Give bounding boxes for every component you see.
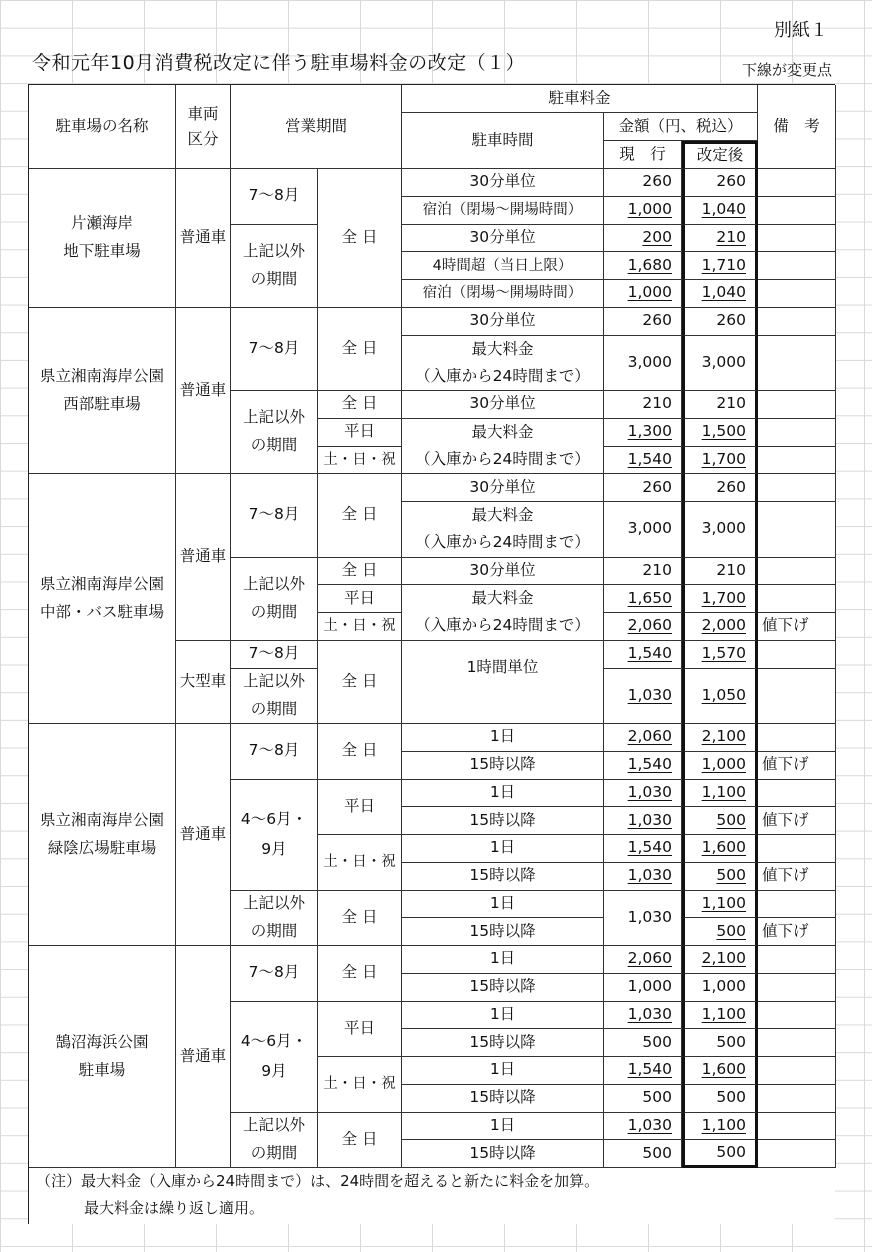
- current-fee: 500: [604, 1085, 682, 1113]
- time-max: 最大料金 （入庫から24時間まで）: [402, 502, 604, 558]
- lot-name-seibu: 県立湘南海岸公園 西部駐車場: [29, 308, 176, 475]
- period-jul-aug: 7〜8月: [231, 946, 318, 1002]
- time-max-top: 最大料金: [402, 585, 604, 613]
- period-other: 上記以外 の期間: [231, 669, 318, 725]
- days-weekend: 土・日・祝: [318, 1057, 402, 1113]
- revised-fee: 1,570: [682, 641, 758, 669]
- current-fee: 1,030: [604, 780, 682, 808]
- period-jul-aug: 7〜8月: [231, 641, 318, 669]
- current-fee: 260: [604, 308, 682, 336]
- current-fee: 1,540: [604, 1057, 682, 1085]
- vehicle-normal: 普通車: [176, 724, 231, 946]
- revised-fee: 3,000: [682, 502, 758, 558]
- header-revised: 改定後: [682, 141, 758, 169]
- lot-name-ryokuin: 県立湘南海岸公園 緑陰広場駐車場: [29, 724, 176, 946]
- time-max-sub: （入庫から24時間まで）: [402, 447, 604, 475]
- revised-fee: 1,600: [682, 1057, 758, 1085]
- current-fee: 1,680: [604, 252, 682, 280]
- time-after15: 15時以降: [402, 1085, 604, 1113]
- remark-cell: [758, 641, 836, 669]
- period-other: 上記以外 の期間: [231, 391, 318, 474]
- time-per30: 30分単位: [402, 474, 604, 502]
- remark-cell: [758, 169, 836, 197]
- days-weekend: 土・日・祝: [318, 447, 402, 475]
- time-day1: 1日: [402, 724, 604, 752]
- time-day1: 1日: [402, 1002, 604, 1030]
- current-fee: 210: [604, 391, 682, 419]
- current-fee: 500: [604, 1029, 682, 1057]
- revised-fee: 1,500: [682, 419, 758, 447]
- footnote-line-2: 最大料金は繰り返し適用。: [84, 1199, 265, 1217]
- revised-fee: 3,000: [682, 336, 758, 392]
- time-day1: 1日: [402, 780, 604, 808]
- vehicle-normal: 普通車: [176, 308, 231, 475]
- current-fee: 1,000: [604, 280, 682, 308]
- remark-cell: [758, 946, 836, 974]
- revised-fee: 1,000: [682, 974, 758, 1002]
- remark-cell: [758, 391, 836, 419]
- revised-fee: 1,040: [682, 280, 758, 308]
- revised-fee: 1,100: [682, 1113, 758, 1141]
- current-fee: 1,540: [604, 835, 682, 863]
- time-max-top: 最大料金: [402, 419, 604, 447]
- remark-cell: [758, 835, 836, 863]
- current-fee: 210: [604, 558, 682, 586]
- period-jul-aug: 7〜8月: [231, 724, 318, 780]
- header-name: 駐車場の名称: [29, 85, 176, 169]
- revised-fee: 210: [682, 558, 758, 586]
- current-fee: 1,300: [604, 419, 682, 447]
- revised-fee: 500: [682, 1140, 758, 1168]
- remark-cell: [758, 1057, 836, 1085]
- attachment-label: 別紙１: [774, 20, 828, 41]
- lot-name-katase: 片瀬海岸 地下駐車場: [29, 169, 176, 308]
- header-period: 営業期間: [231, 85, 402, 169]
- current-fee: 500: [604, 1140, 682, 1168]
- current-fee: 1,000: [604, 197, 682, 225]
- revised-fee: 2,100: [682, 724, 758, 752]
- period-apr-jun-sep: 4〜6月・ 9月: [231, 780, 318, 891]
- days-all: 全 日: [318, 724, 402, 780]
- header-time: 駐車時間: [402, 113, 604, 169]
- current-fee: 1,540: [604, 641, 682, 669]
- remark-down: 値下げ: [758, 863, 836, 891]
- revised-fee: 500: [682, 918, 758, 946]
- remark-cell: [758, 974, 836, 1002]
- days-all: 全 日: [318, 946, 402, 1002]
- revised-fee: 1,100: [682, 1002, 758, 1030]
- current-fee: 1,000: [604, 974, 682, 1002]
- revised-fee: 1,600: [682, 835, 758, 863]
- period-jul-aug: 7〜8月: [231, 169, 318, 225]
- remark-cell: [758, 585, 836, 613]
- current-fee: 1,030: [604, 1113, 682, 1141]
- current-fee: 200: [604, 225, 682, 253]
- header-amount: 金額（円、税込）: [604, 113, 758, 141]
- remark-cell: [758, 669, 836, 725]
- revised-fee: 500: [682, 1085, 758, 1113]
- current-fee: 1,030: [604, 891, 682, 947]
- current-fee: 260: [604, 169, 682, 197]
- revised-fee: 210: [682, 225, 758, 253]
- fee-table: [28, 84, 835, 1224]
- remark-cell: [758, 1002, 836, 1030]
- revised-fee: 1,710: [682, 252, 758, 280]
- revised-fee: 1,100: [682, 780, 758, 808]
- revised-fee: 1,050: [682, 669, 758, 725]
- days-all: 全 日: [318, 641, 402, 724]
- days-weekend: 土・日・祝: [318, 613, 402, 641]
- period-other: 上記以外 の期間: [231, 558, 318, 641]
- current-fee: 1,030: [604, 807, 682, 835]
- lot-name-kugenuma: 鵠沼海浜公園 駐車場: [29, 946, 176, 1168]
- remark-cell: [758, 780, 836, 808]
- remark-down: 値下げ: [758, 752, 836, 780]
- period-jul-aug: 7〜8月: [231, 308, 318, 391]
- header-fee: 駐車料金: [402, 85, 758, 113]
- remark-cell: [758, 1140, 836, 1168]
- time-per30: 30分単位: [402, 169, 604, 197]
- remark-cell: [758, 225, 836, 253]
- time-per1h: 1時間単位: [402, 641, 604, 724]
- revised-fee: 1,100: [682, 891, 758, 919]
- remark-cell: [758, 891, 836, 919]
- time-after15: 15時以降: [402, 974, 604, 1002]
- current-fee: 3,000: [604, 336, 682, 392]
- days-weekday: 平日: [318, 780, 402, 836]
- vehicle-large: 大型車: [176, 641, 231, 724]
- current-fee: 2,060: [604, 946, 682, 974]
- time-overnight: 宿泊（閉場〜開場時間）: [402, 197, 604, 225]
- revised-fee: 210: [682, 391, 758, 419]
- lot-name-chubu: 県立湘南海岸公園 中部・バス駐車場: [29, 474, 176, 724]
- revised-fee: 500: [682, 863, 758, 891]
- remark-cell: [758, 197, 836, 225]
- remark-cell: [758, 252, 836, 280]
- current-fee: 260: [604, 474, 682, 502]
- vehicle-normal: 普通車: [176, 946, 231, 1168]
- time-per30: 30分単位: [402, 391, 604, 419]
- time-after15: 15時以降: [402, 863, 604, 891]
- time-max-sub: （入庫から24時間まで）: [402, 613, 604, 641]
- revised-fee: 1,700: [682, 447, 758, 475]
- revised-fee: 2,000: [682, 613, 758, 641]
- current-fee: 1,540: [604, 447, 682, 475]
- time-after15: 15時以降: [402, 1029, 604, 1057]
- current-fee: 1,650: [604, 585, 682, 613]
- remark-cell: [758, 336, 836, 392]
- remark-down: 値下げ: [758, 613, 836, 641]
- period-apr-jun-sep: 4〜6月・ 9月: [231, 1002, 318, 1113]
- time-day1: 1日: [402, 1057, 604, 1085]
- current-fee: 1,030: [604, 863, 682, 891]
- days-weekday: 平日: [318, 419, 402, 447]
- days-weekday: 平日: [318, 1002, 402, 1058]
- time-after15: 15時以降: [402, 918, 604, 946]
- time-over4h: 4時間超（当日上限）: [402, 252, 604, 280]
- vehicle-normal: 普通車: [176, 474, 231, 641]
- period-other: 上記以外 の期間: [231, 891, 318, 947]
- revised-fee: 260: [682, 308, 758, 336]
- time-day1: 1日: [402, 835, 604, 863]
- time-day1: 1日: [402, 1113, 604, 1141]
- time-day1: 1日: [402, 946, 604, 974]
- remark-cell: [758, 308, 836, 336]
- remark-cell: [758, 280, 836, 308]
- current-fee: 2,060: [604, 613, 682, 641]
- vehicle-normal: 普通車: [176, 169, 231, 308]
- remark-cell: [758, 1113, 836, 1141]
- revised-fee: 1,040: [682, 197, 758, 225]
- remark-cell: [758, 502, 836, 558]
- header-vehicle: 車両 区分: [176, 85, 231, 169]
- remark-down: 値下げ: [758, 918, 836, 946]
- days-all: 全 日: [318, 169, 402, 308]
- remark-cell: [758, 474, 836, 502]
- days-all: 全 日: [318, 474, 402, 557]
- time-per30: 30分単位: [402, 225, 604, 253]
- remark-cell: [758, 558, 836, 586]
- period-other: 上記以外 の期間: [231, 1113, 318, 1169]
- revised-fee: 260: [682, 474, 758, 502]
- time-overnight: 宿泊（閉場〜開場時間）: [402, 280, 604, 308]
- days-all: 全 日: [318, 891, 402, 947]
- days-weekend: 土・日・祝: [318, 835, 402, 891]
- revised-fee: 500: [682, 807, 758, 835]
- current-fee: 1,540: [604, 752, 682, 780]
- page-title: 令和元年10月消費税改定に伴う駐車場料金の改定（１）: [32, 52, 526, 74]
- days-all: 全 日: [318, 308, 402, 391]
- time-after15: 15時以降: [402, 807, 604, 835]
- time-max: 最大料金 （入庫から24時間まで）: [402, 336, 604, 392]
- current-fee: 1,030: [604, 1002, 682, 1030]
- revised-fee: 260: [682, 169, 758, 197]
- remark-cell: [758, 724, 836, 752]
- current-fee: 1,030: [604, 669, 682, 725]
- period-other: 上記以外 の期間: [231, 225, 318, 308]
- revised-fee: 500: [682, 1029, 758, 1057]
- footnote: [36, 1168, 599, 1222]
- remark-cell: [758, 447, 836, 475]
- current-fee: 3,000: [604, 502, 682, 558]
- time-per30: 30分単位: [402, 308, 604, 336]
- remark-cell: [758, 1085, 836, 1113]
- underline-note: 下線が変更点: [741, 61, 832, 79]
- time-day1: 1日: [402, 891, 604, 919]
- remark-cell: [758, 1029, 836, 1057]
- time-after15: 15時以降: [402, 1140, 604, 1168]
- time-per30: 30分単位: [402, 558, 604, 586]
- revised-fee: 1,000: [682, 752, 758, 780]
- current-fee: 2,060: [604, 724, 682, 752]
- days-all: 全 日: [318, 391, 402, 419]
- remark-cell: [758, 419, 836, 447]
- header-current: 現 行: [604, 141, 682, 169]
- period-jul-aug: 7〜8月: [231, 474, 318, 557]
- days-all: 全 日: [318, 558, 402, 586]
- days-all: 全 日: [318, 1113, 402, 1169]
- remark-down: 値下げ: [758, 807, 836, 835]
- footnote-line-1: （注）最大料金（入庫から24時間まで）は、24時間を超えると新たに料金を加算。: [36, 1172, 600, 1190]
- header-remarks: 備 考: [758, 85, 836, 169]
- time-after15: 15時以降: [402, 752, 604, 780]
- days-weekday: 平日: [318, 585, 402, 613]
- revised-fee: 2,100: [682, 946, 758, 974]
- revised-fee: 1,700: [682, 585, 758, 613]
